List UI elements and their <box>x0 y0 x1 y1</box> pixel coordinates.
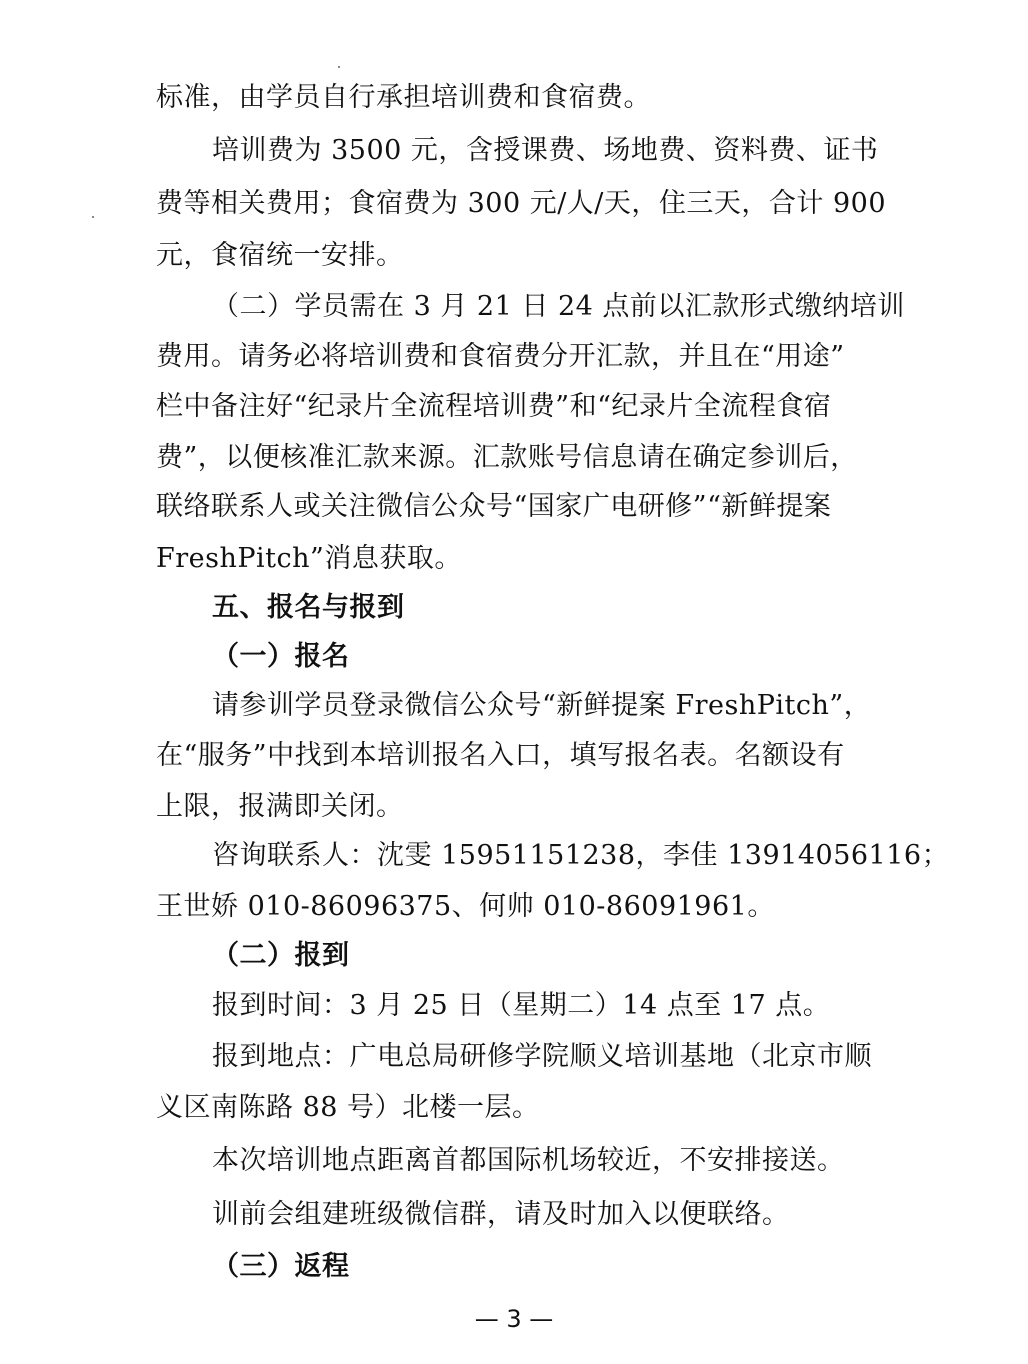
paragraph-line: 义区南陈路 88 号）北楼一层。 <box>156 1092 540 1123</box>
paragraph-line: 上限，报满即关闭。 <box>156 791 404 822</box>
scan-speck <box>92 216 94 218</box>
paragraph-line: 栏中备注好“纪录片全流程培训费”和“纪录片全流程食宿 <box>156 391 832 422</box>
paragraph-line: 本次培训地点距离首都国际机场较近，不安排接送。 <box>212 1145 845 1176</box>
subsection-heading: （一）报名 <box>212 641 350 672</box>
paragraph-line: FreshPitch”消息获取。 <box>156 543 462 574</box>
paragraph-line: 报到时间：3 月 25 日（星期二）14 点至 17 点。 <box>212 990 831 1021</box>
paragraph-line: 费用。请务必将培训费和食宿费分开汇款，并且在“用途” <box>156 341 845 372</box>
subsection-heading: （三）返程 <box>212 1251 350 1282</box>
paragraph-line: 培训费为 3500 元，含授课费、场地费、资料费、证书 <box>212 135 879 166</box>
subsection-heading: （二）报到 <box>212 940 350 971</box>
paragraph-line: 训前会组建班级微信群，请及时加入以便联络。 <box>212 1199 790 1230</box>
paragraph-line: 费”，以便核准汇款来源。汇款账号信息请在确定参训后， <box>156 442 858 473</box>
paragraph-line: 请参训学员登录微信公众号“新鲜提案 FreshPitch”， <box>212 690 872 721</box>
paragraph-line: （二）学员需在 3 月 21 日 24 点前以汇款形式缴纳培训 <box>212 291 905 322</box>
paragraph-line: 联络联系人或关注微信公众号“国家广电研修”“新鲜提案 <box>156 491 832 522</box>
paragraph-line: 标准，由学员自行承担培训费和食宿费。 <box>156 82 651 113</box>
paragraph-line: 咨询联系人：沈雯 15951151238，李佳 13914056116； <box>212 840 950 871</box>
paragraph-line: 元，食宿统一安排。 <box>156 240 404 271</box>
paragraph-line: 王世娇 010-86096375、何帅 010-86091961。 <box>156 891 775 922</box>
paragraph-line: 报到地点：广电总局研修学院顺义培训基地（北京市顺 <box>212 1041 872 1072</box>
scan-speck <box>338 66 340 68</box>
paragraph-line: 费等相关费用；食宿费为 300 元/人/天，住三天，合计 900 <box>156 188 887 219</box>
page-number: — 3 — <box>474 1305 554 1333</box>
section-heading: 五、报名与报到 <box>212 592 405 623</box>
paragraph-line: 在“服务”中找到本培训报名入口，填写报名表。名额设有 <box>156 740 845 771</box>
